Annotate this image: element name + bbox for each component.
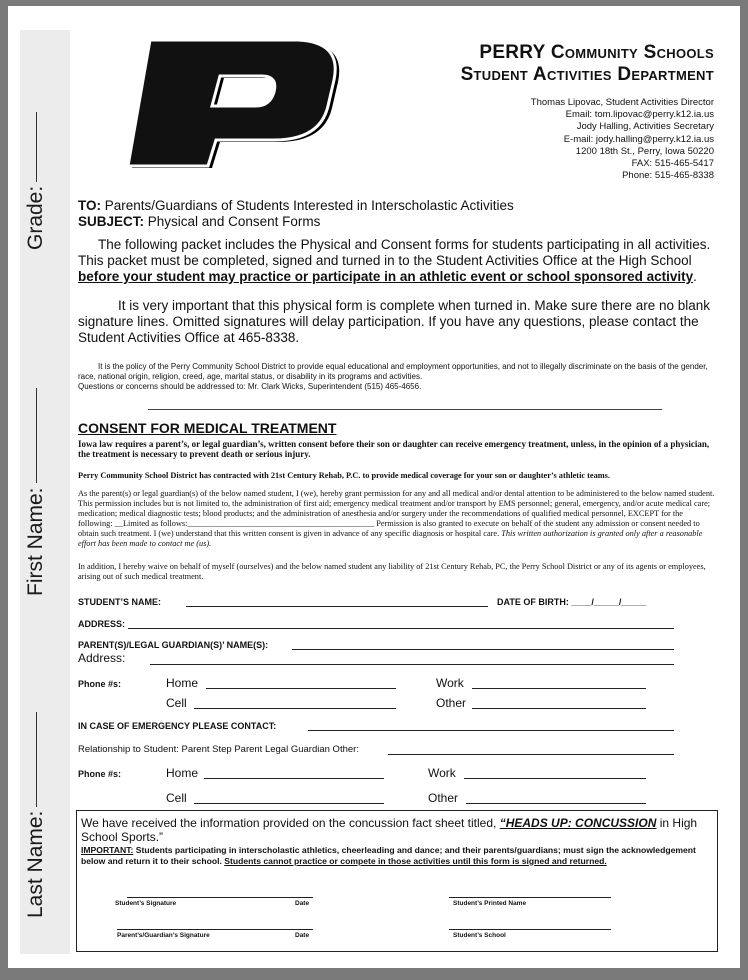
parent-date-label: Date <box>295 932 310 939</box>
last-name-label: Last Name: <box>24 712 48 918</box>
home-phone-field[interactable] <box>206 688 396 689</box>
student-date-label: Date <box>295 900 310 907</box>
emergency-phone-label: Phone #s: <box>78 769 122 779</box>
parent-names-label: PARENT(S)/LEGAL GUARDIAN(S)’ NAME(S): <box>78 640 269 650</box>
intro-paragraph: The following packet includes the Physical and Consent forms for students participating in all activities. This packet must be completed, signed and turned in to the Student Activities Office at the High School before your student may practice or participate in an athletic event or school sponsored activity. <box>78 237 711 284</box>
rehab-contract-text: Perry Community School District has contracted with 21st Century Rehab, P.C. to provide medical coverage for your son or daughter’s athletic teams. <box>78 471 610 480</box>
grade-label: Grade: <box>24 112 48 250</box>
emergency-work-field[interactable] <box>464 778 646 779</box>
liability-waiver: In addition, I hereby waive on behalf of myself (ourselves) and the below named student any liability of 21st Century Rehab, PC, the Perry School District or any of its agents or employees, arising out of such medical treatment. <box>78 562 706 581</box>
cell-phone-field[interactable] <box>194 708 396 709</box>
emergency-contact-field[interactable] <box>308 730 674 731</box>
emergency-other-label: Other <box>428 791 459 805</box>
concussion-acknowledgement <box>76 810 718 952</box>
first-name-label: First Name: <box>24 388 48 596</box>
divider <box>148 409 662 410</box>
address-label: ADDRESS: <box>78 619 126 629</box>
emergency-cell-field[interactable] <box>194 803 384 804</box>
emergency-other-field[interactable] <box>466 803 646 804</box>
student-printed-name-label: Student’s Printed Name <box>453 900 527 907</box>
parent-address-field[interactable] <box>150 664 674 665</box>
emergency-home-label: Home <box>166 766 199 780</box>
student-signature-label: Student’s Signature <box>115 900 177 907</box>
physical-paragraph: It is very important that this physical form is complete when turned in. Make sure there are no blank signature lines. Omitted signatures will delay participation. If you have any questions, please contact the Student Activities Office at 465-8338. <box>78 298 711 345</box>
student-signature-field[interactable] <box>127 897 313 898</box>
consent-paragraph: As the parent(s) or legal guardian(s) of the below named student, I (we), hereby grant permission for any and all medical and/or dental attention to be administered to the below named student. This permission includes but is not limited to, the administration of first aid; emergency medical treatment and/or transport by EMS personnel; general, emergency, and/or acute medical care; medication; medical diagnostic tests; blood products; and the administration of anesthesia and/or surgery under the recommendations of qualified medical personnel, EXCEPT for the following: __Limited as follows:_____________________________________________ Permission is also granted to execute on behalf of the student any admission or consent needed to obtain such treatment. I (we) understand that this written consent is given in advance of any specific diagnosis or hospital care. This written authorization is granted only after a reasonable effort has been made to contact me (us). <box>78 489 715 548</box>
concussion-intro: We have received the information provided on the concussion fact sheet titled, “HEADS UP: CONCUSSION in High School Sports.” <box>81 816 698 844</box>
phone-label: Phone #s: <box>78 679 122 689</box>
department-title: PERRY Community Schools Student Activities Department <box>460 42 714 85</box>
cell-phone-label: Cell <box>166 696 187 710</box>
emergency-contact-label: IN CASE OF EMERGENCY PLEASE CONTACT: <box>78 721 277 731</box>
work-phone-field[interactable] <box>472 688 646 689</box>
emergency-work-label: Work <box>428 766 456 780</box>
relationship-label: Relationship to Student: Parent Step Parent Legal Guardian Other: <box>78 744 359 755</box>
relationship-field[interactable] <box>388 754 674 755</box>
emergency-cell-label: Cell <box>166 791 187 805</box>
consent-heading: CONSENT FOR MEDICAL TREATMENT <box>78 420 337 436</box>
concussion-important: IMPORTANT: Students participating in interscholastic athletics, cheerleading and dance; and their parents/guardians; must sign the acknowledgement below and return it to their school. Students cannot practice or compete in those activities until this form is signed and returned. <box>81 845 696 866</box>
student-name-label: STUDENT’S NAME: <box>78 597 161 607</box>
parent-signature-field[interactable] <box>117 929 313 930</box>
memo-header: TO: Parents/Guardians of Students Interested in Interscholastic Activities SUBJECT: Physical and Consent Forms <box>78 198 514 229</box>
date-of-birth-field[interactable]: DATE OF BIRTH: ____/_____/_____ <box>497 597 647 607</box>
policy-statement: It is the policy of the Perry Community School District to provide equal educational and employment opportunities, and not to illegally discriminate on the basis of the gender, race, national origin, religion, creed, age, marital status, or disability in its programs and activities. Questions or concerns should be addressed to: Mr. Clark Wicks, Superintendent (515) 465-4656. <box>78 362 708 391</box>
address-field[interactable] <box>128 628 674 629</box>
work-phone-label: Work <box>436 676 464 690</box>
contact-block: Thomas Lipovac, Student Activities Director Email: tom.lipovac@perry.k12.ia.us Jody Halling, Activities Secretary E-mail: jody.halling@perry.k12.ia.us 1200 18th St., Perry, Iowa 50220 FAX: 515-465-5417 Phone: 515-465-8338 <box>530 97 714 182</box>
emergency-home-field[interactable] <box>204 778 384 779</box>
iowa-law-text: Iowa law requires a parent’s, or legal guardian’s, written consent before their son or daughter can receive emergency treatment, unless, in the opinion of a physician, the treatment is necessary to prevent death or serious injury. <box>78 439 710 459</box>
parent-signature-label: Parent’s/Guardian’s Signature <box>117 932 210 939</box>
parent-address-label: Address: <box>78 651 126 665</box>
other-phone-field[interactable] <box>472 708 646 709</box>
perry-p-logo <box>128 36 344 170</box>
student-name-field[interactable] <box>186 606 488 607</box>
home-phone-label: Home <box>166 676 199 690</box>
parent-names-field[interactable] <box>292 649 674 650</box>
student-school-label: Student’s School <box>453 932 506 939</box>
student-school-field[interactable] <box>449 929 611 930</box>
student-printed-name-field[interactable] <box>449 897 611 898</box>
other-phone-label: Other <box>436 696 467 710</box>
